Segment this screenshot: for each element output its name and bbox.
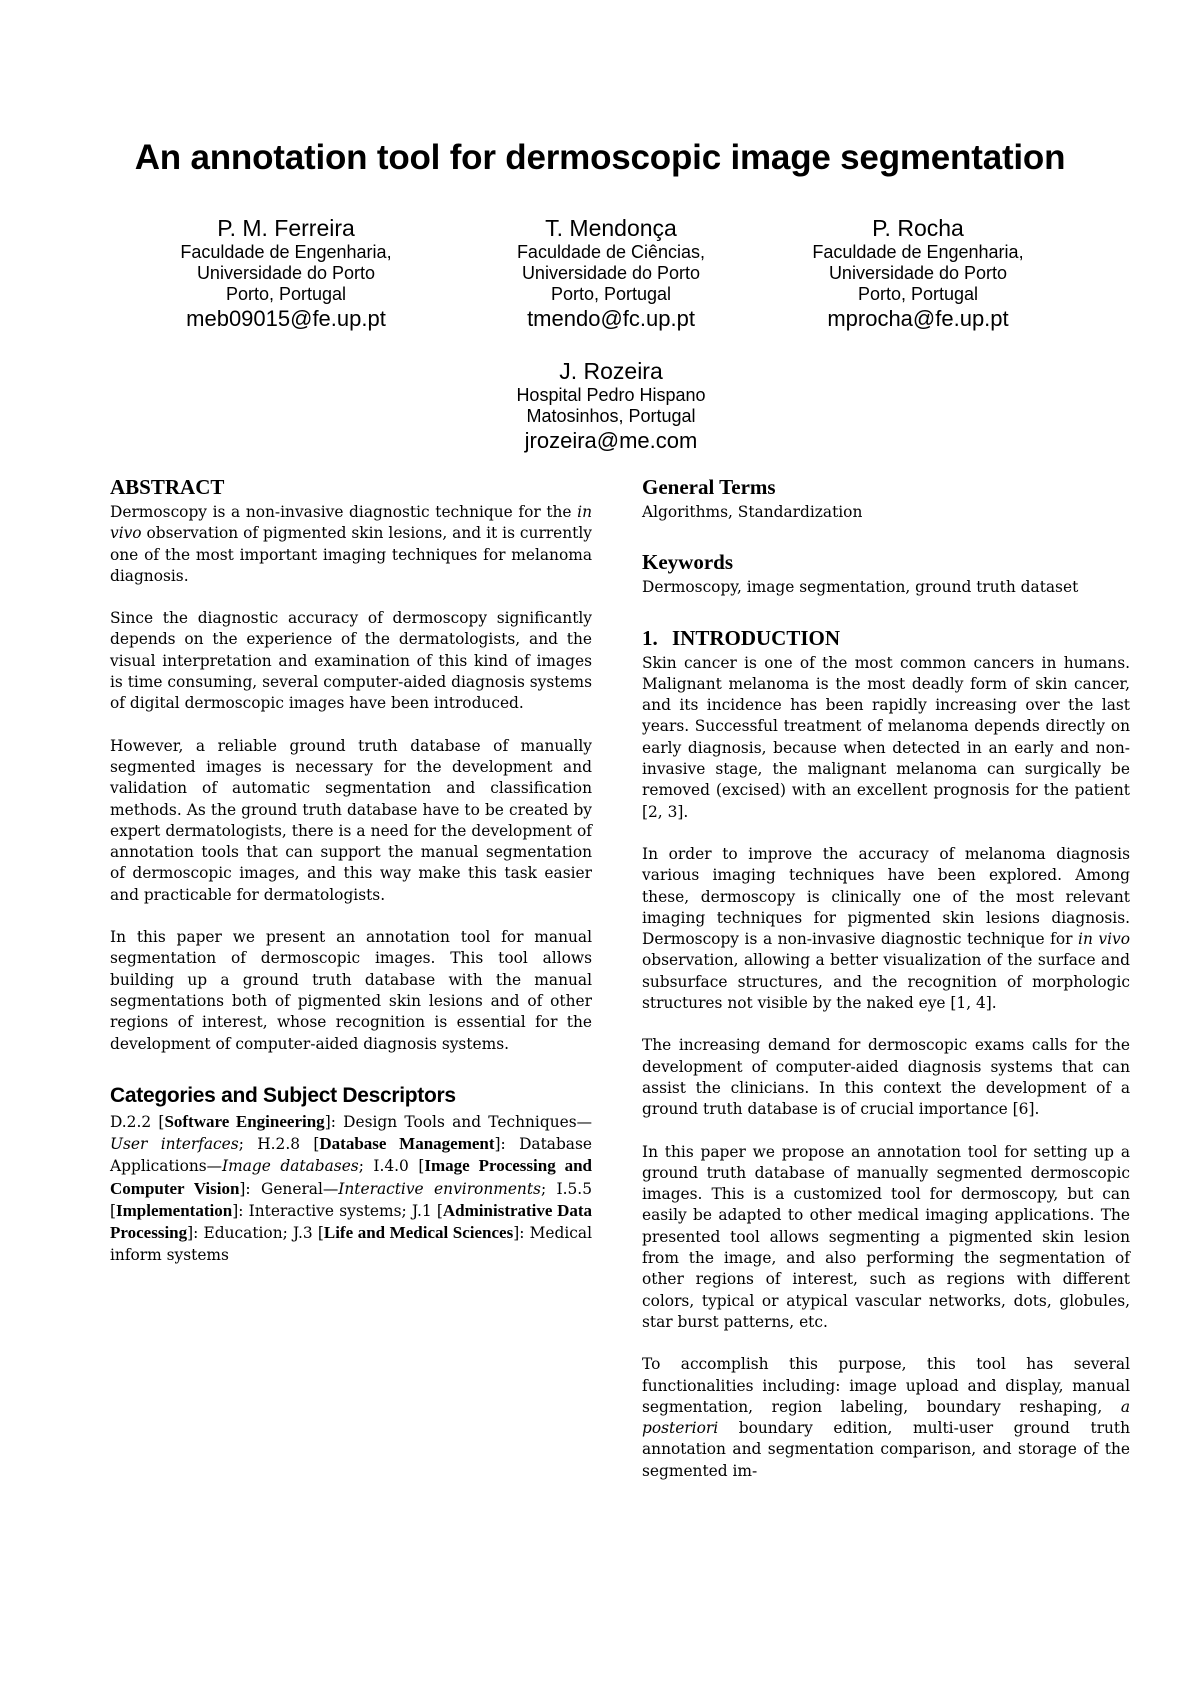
author-name: T. Mendonça [545, 215, 677, 241]
emphasis: a posteriori [642, 1397, 1130, 1438]
author-email: mprocha@fe.up.pt [827, 306, 1009, 331]
author-block [431, 357, 791, 454]
author-email: meb09015@fe.up.pt [186, 306, 386, 331]
intro-paragraph: The increasing demand for dermoscopic exams calls for the development of computer-aided diagnosis systems that can assist the clinicians. In this context the development of a ground truth database is of crucial importance [6]. [642, 1036, 1130, 1119]
section-heading: ABSTRACT [110, 475, 225, 499]
section-number: 1. [642, 625, 658, 650]
author-block [431, 214, 791, 332]
abstract-section [110, 474, 592, 1055]
section-title: INTRODUCTION [672, 625, 841, 650]
author-name: J. Rozeira [559, 358, 663, 384]
author-email: tmendo@fc.up.pt [527, 306, 695, 331]
author-block [738, 214, 1098, 332]
author-name: P. M. Ferreira [217, 215, 355, 241]
author-affiliation: Faculdade de Engenharia, [812, 242, 1024, 262]
author-affiliation: Universidade do Porto [828, 263, 1008, 283]
keywords-text: Dermoscopy, image segmentation, ground truth dataset [642, 578, 1079, 597]
general-terms-text: Algorithms, Standardization [642, 503, 863, 521]
categories-section [110, 1083, 592, 1266]
author-affiliation: Hospital Pedro Hispano [516, 385, 706, 405]
abstract-paragraph: However, a reliable ground truth database of manually segmented images is necessary for the development and validation of automatic segmentation and classification methods. As the ground truth database have to be created by expert dermatologists, there is a need for the development of annotation tools that can support the manual segmentation of dermoscopic images, and this way make this task easier and practicable for dermatologists. [110, 736, 592, 904]
intro-paragraph: In this paper we propose an annotation tool for setting up a ground truth database of manually segmented dermoscopic images. This is a customized tool for dermoscopy, but can easily be adapted to other medical imaging applications. The presented tool allows segmenting a pigmented skin lesion from the image, and also performing the segmentation of other regions of interest, such as regions with different colors, typical or atypical vascular networks, dots, globules, star burst patterns, etc. [642, 1142, 1130, 1331]
section-heading: Categories and Subject Descriptors [110, 1083, 456, 1107]
author-affiliation: Faculdade de Ciências, [516, 242, 706, 262]
emphasis: in vivo [110, 503, 592, 543]
author-affiliation: Faculdade de Engenharia, [180, 242, 392, 262]
author-affiliation: Porto, Portugal [225, 284, 347, 304]
author-affiliation: Matosinhos, Portugal [526, 406, 696, 426]
intro-paragraph: To accomplish this purpose, this tool has several functionalities including: image upload and display, manual segmentation, region labeling, boundary reshaping, a posteriori boundary edition, multi-user ground truth annotation and segmentation comparison, and storage of the segmented im- [642, 1355, 1130, 1480]
author-affiliation: Porto, Portugal [857, 284, 979, 304]
intro-paragraph: Skin cancer is one of the most common cancers in humans. Malignant melanoma is the most deadly form of skin cancer, and its incidence has been rapidly increasing over the last years. Successful treatment of melanoma depends directly on early diagnosis, because when detected in an early and non-invasive stage, the malignant melanoma can surgically be removed (excised) with an excellent prognosis for the patient [2, 3]. [642, 653, 1130, 821]
intro-paragraph: In order to improve the accuracy of melanoma diagnosis various imaging techniques have been explored. Among these, dermoscopy is clinically one of the most relevant imaging techniques for pigmented skin lesions diagnosis. Dermoscopy is a non-invasive diagnostic technique for in vivo observation, allowing a better visualization of the surface and subsurface structures, and the recognition of morphologic structures not visible by the naked eye [1, 4]. [642, 844, 1130, 1013]
section-heading [642, 625, 1130, 651]
section-heading: General Terms [642, 475, 776, 499]
keywords-section [642, 549, 1130, 598]
paper-title: An annotation tool for dermoscopic image segmentation [134, 138, 1066, 177]
abstract-paragraph: Since the diagnostic accuracy of dermoscopy significantly depends on the experience of the dermatologists, and the visual interpretation and examination of this kind of images is time consuming, several computer-aided diagnosis systems of digital dermoscopic images have been introduced. [110, 609, 593, 713]
author-affiliation: Porto, Portugal [550, 284, 672, 304]
author-block [106, 214, 466, 332]
abstract-paragraph: Dermoscopy is a non-invasive diagnostic technique for the in vivo observation of pigmented skin lesions, and it is currently one of the most important imaging techniques for melanoma diagnosis. [110, 503, 592, 585]
section-heading: Keywords [642, 550, 733, 575]
categories-text: D.2.2 [Software Engineering]: Design Tools and Techniques—User interfaces; H.2.8 [Database Management]: Database Applications—Image databases; I.4.0 [Image Processing and Computer Vision]: General—Interactive environments; I.5.5 [Implementation]: Interactive systems; J.1 [Administrative Data Processing]: Education; J.3 [Life and Medical Sciences]: Medical inform systems [110, 1111, 593, 1264]
general-terms-section [642, 474, 1130, 523]
abstract-paragraph: In this paper we present an annotation tool for manual segmentation of dermoscopic images. This tool allows building up a ground truth database with the manual segmentations both of pigmented skin lesions and of other regions of interest, whose recognition is essential for the development of computer-aided diagnosis systems. [110, 928, 592, 1053]
emphasis: in vivo [1078, 930, 1130, 949]
introduction-section [642, 625, 1130, 1482]
right-column [642, 474, 1130, 1482]
author-email: jrozeira@me.com [524, 428, 698, 453]
left-column [110, 474, 592, 1266]
author-affiliation: Universidade do Porto [196, 263, 376, 283]
author-affiliation: Universidade do Porto [521, 263, 701, 283]
author-name: P. Rocha [872, 215, 964, 241]
